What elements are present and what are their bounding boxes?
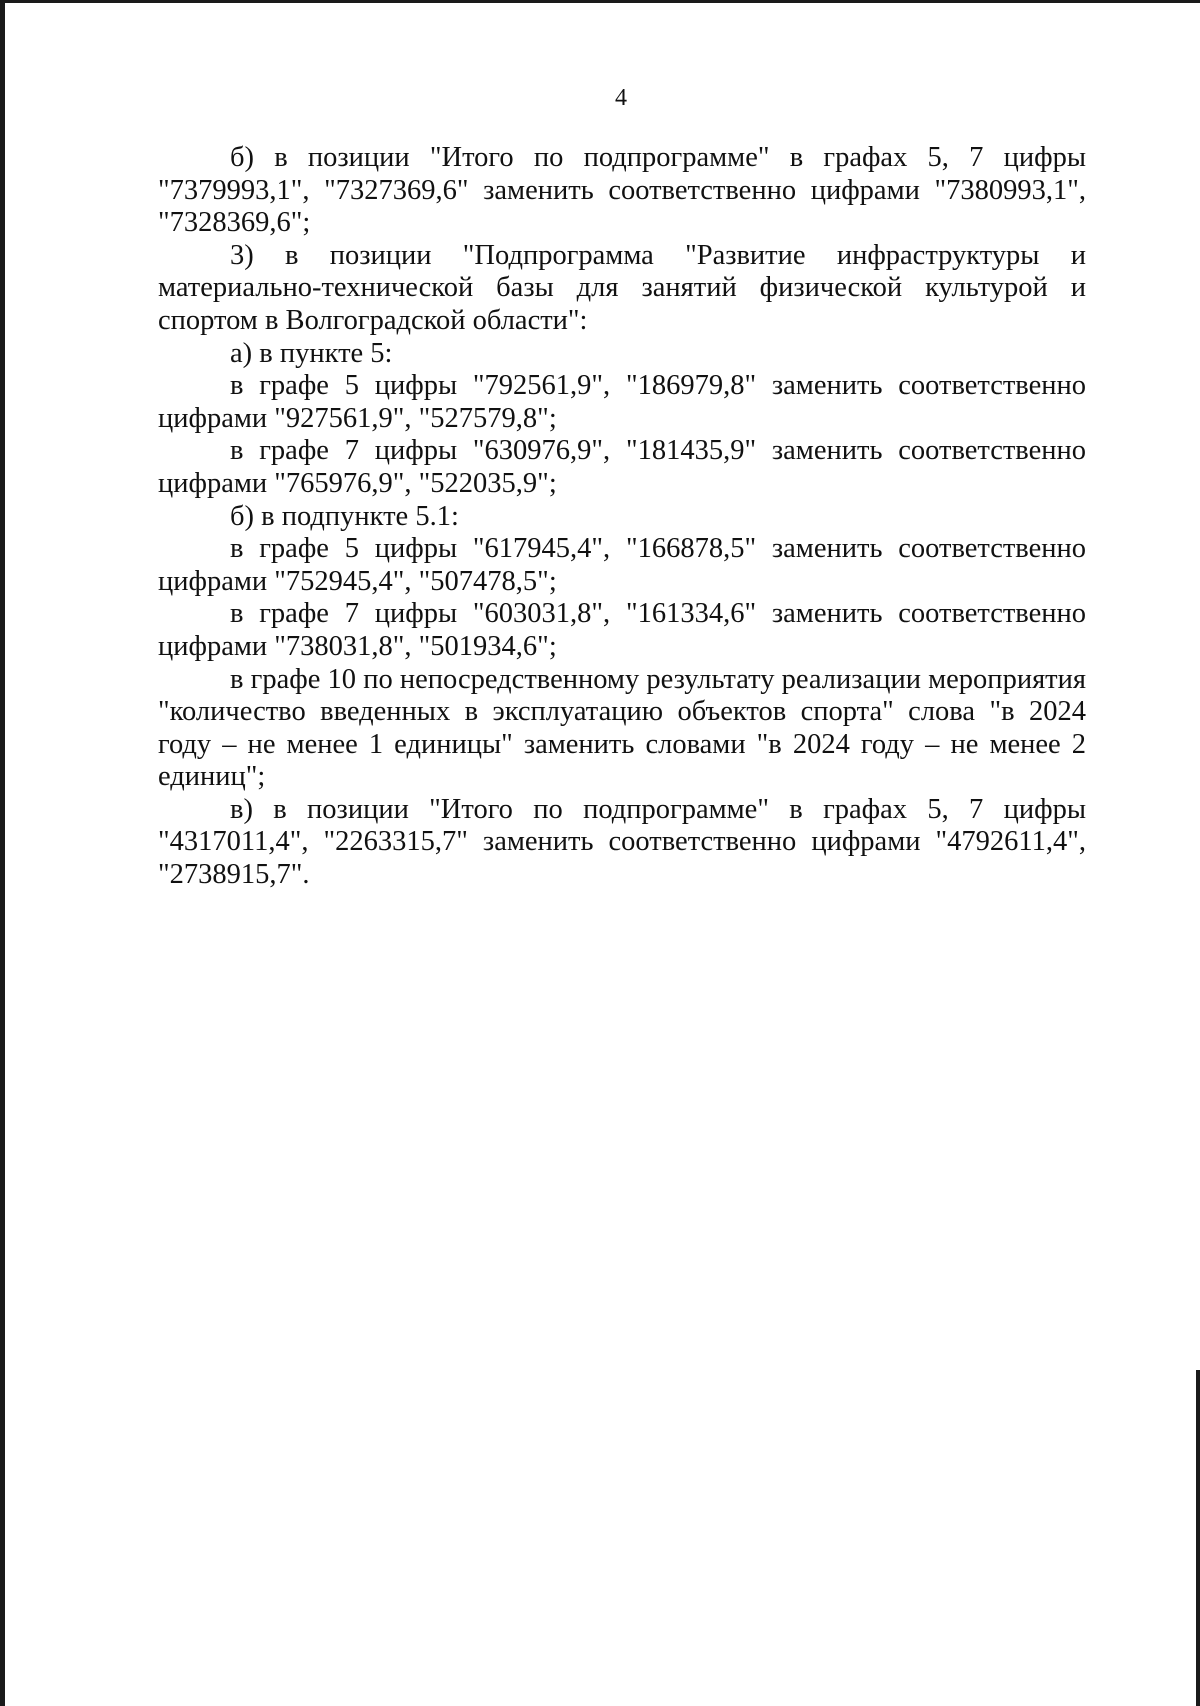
page-number: 4 xyxy=(615,85,627,111)
paragraph: в графе 5 цифры "792561,9", "186979,8" заменить соответственно цифрами "927561,9", "527579,8"; xyxy=(158,370,1086,434)
paragraph: б) в подпункте 5.1: xyxy=(230,500,459,532)
paragraph: в графе 7 цифры "630976,9", "181435,9" заменить соответственно цифрами "765976,9", "522035,9"; xyxy=(158,435,1086,499)
paragraph: а) в пункте 5: xyxy=(230,337,393,369)
paragraph: в графе 10 по непосредственному результату реализации мероприятия "количество введенных в эксплуатацию объектов спорта" слова "в 2024 году – не менее 1 единицы" заменить словами "в 2024 году – не менее 2 единиц"; xyxy=(158,663,1086,793)
paragraph: б) в позиции "Итого по подпрограмме" в графах 5, 7 цифры "7379993,1", "7327369,6" заменить соответственно цифрами "7380993,1", "7328369,6"; xyxy=(158,142,1086,239)
scan-edge-left xyxy=(0,0,5,1706)
document-body xyxy=(158,142,1086,892)
scan-edge-top xyxy=(0,0,1200,3)
paragraph: в графе 7 цифры "603031,8", "161334,6" заменить соответственно цифрами "738031,8", "501934,6"; xyxy=(158,598,1086,662)
paragraph: в) в позиции "Итого по подпрограмме" в графах 5, 7 цифры "4317011,4", "2263315,7" заменить соответственно цифрами "4792611,4", "2738915,7". xyxy=(158,793,1086,891)
paragraph: 3) в позиции "Подпрограмма "Развитие инфраструктуры и материально-технической базы для занятий физической культурой и спортом в Волгоградской области": xyxy=(158,239,1086,336)
scan-edge-right xyxy=(1196,1370,1200,1706)
paragraph: в графе 5 цифры "617945,4", "166878,5" заменить соответственно цифрами "752945,4", "507478,5"; xyxy=(158,533,1086,597)
